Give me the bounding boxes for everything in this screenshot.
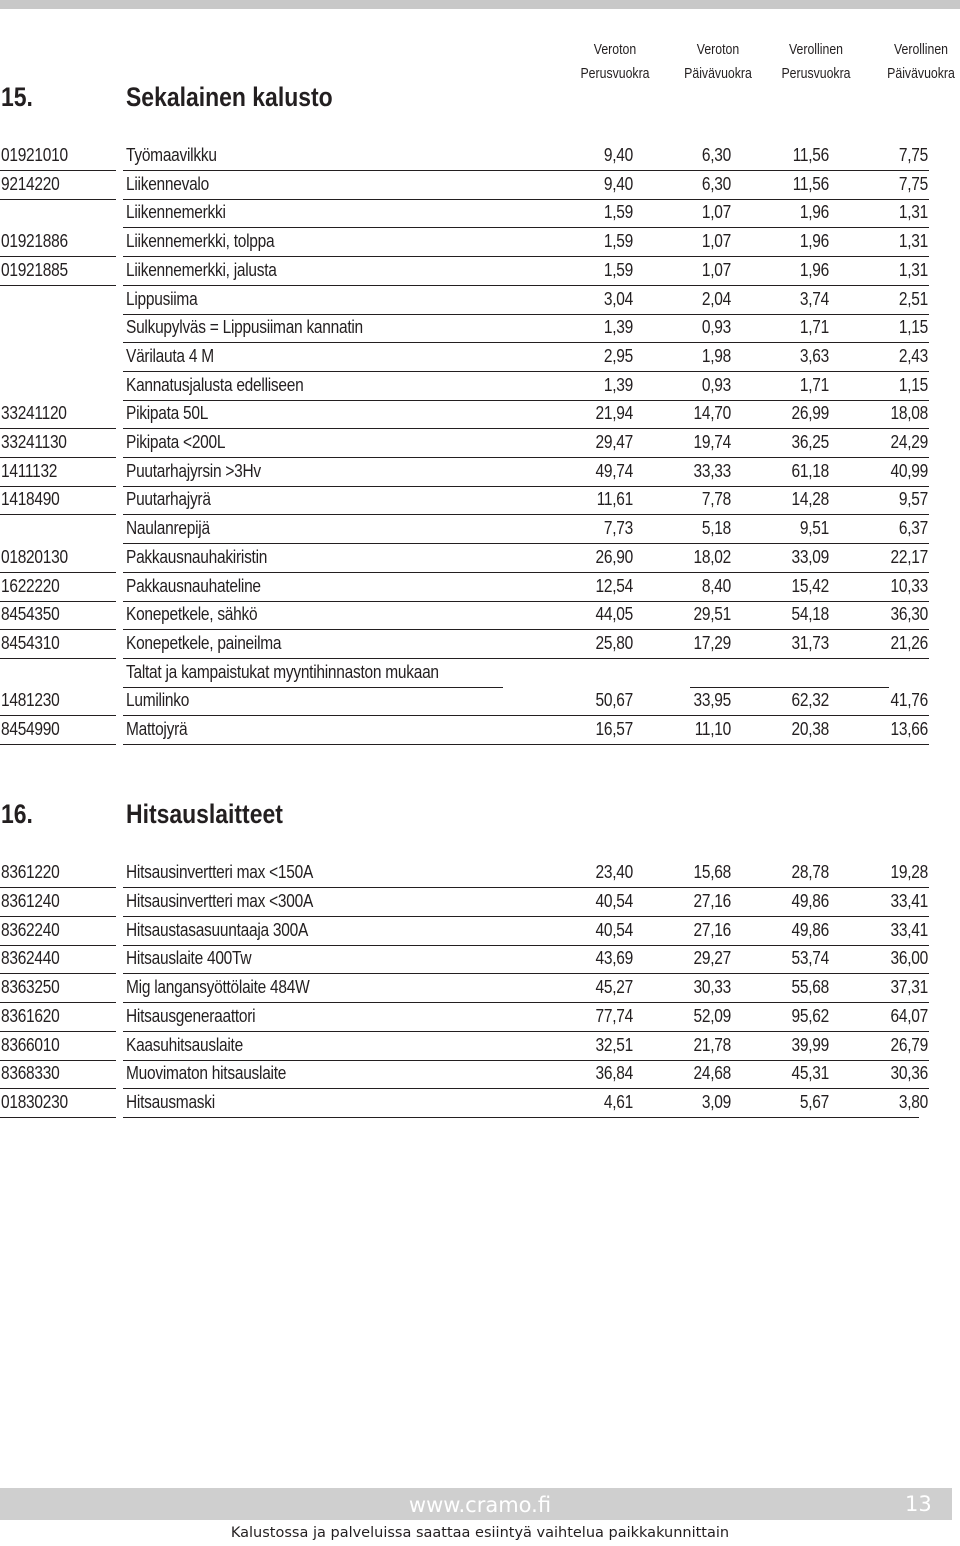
price-verollinen-perusvuokra: 1,71 — [799, 317, 829, 338]
item-code: 8454990 — [1, 719, 60, 739]
price-veroton-paivavuokra: 1,07 — [701, 259, 731, 280]
item-name: Hitsausinvertteri max <300A — [126, 890, 314, 911]
price-verollinen-paivavuokra: 33,41 — [890, 890, 928, 911]
item-name: Mattojyrä — [126, 719, 188, 739]
table-row — [0, 573, 960, 602]
item-name: Työmaavilkku — [126, 145, 217, 165]
table-row — [0, 458, 960, 487]
price-verollinen-paivavuokra: 19,28 — [890, 862, 928, 882]
price-verollinen-perusvuokra: 5,67 — [799, 1092, 829, 1112]
price-veroton-paivavuokra: 27,16 — [693, 890, 731, 911]
table-row — [0, 486, 960, 515]
price-veroton-perusvuokra: 25,80 — [595, 632, 633, 653]
section-number: 16. — [1, 799, 33, 829]
item-code: 1411132 — [1, 460, 58, 481]
price-veroton-paivavuokra: 17,29 — [693, 632, 731, 653]
footer-url: www.cramo.fi — [408, 1493, 552, 1517]
table-row — [0, 429, 960, 458]
table-row — [0, 859, 960, 888]
item-name: Kaasuhitsauslaite — [126, 1034, 243, 1055]
price-verollinen-perusvuokra: 49,86 — [791, 890, 829, 911]
price-verollinen-perusvuokra: 1,71 — [799, 374, 829, 395]
table-row — [0, 1003, 960, 1032]
table-row — [0, 1060, 960, 1089]
price-veroton-perusvuokra: 3,04 — [603, 288, 633, 309]
price-veroton-paivavuokra: 6,30 — [701, 173, 731, 194]
price-veroton-perusvuokra: 40,54 — [595, 919, 633, 940]
item-name: Pakkausnauhakiristin — [126, 546, 268, 567]
price-veroton-perusvuokra: 11,61 — [596, 489, 633, 510]
item-code: 8361240 — [1, 890, 60, 911]
item-name: Liikennemerkki, tolppa — [126, 231, 275, 252]
table-row — [0, 400, 960, 429]
price-veroton-perusvuokra: 2,95 — [603, 345, 633, 366]
price-veroton-perusvuokra: 26,90 — [595, 546, 633, 567]
price-verollinen-perusvuokra: 39,99 — [791, 1034, 829, 1055]
price-verollinen-paivavuokra: 40,99 — [890, 460, 928, 481]
price-verollinen-perusvuokra: 26,99 — [791, 403, 829, 424]
table-row — [0, 659, 960, 688]
price-verollinen-paivavuokra: 1,31 — [898, 259, 928, 280]
price-verollinen-paivavuokra: 3,80 — [898, 1092, 928, 1112]
row-rule — [0, 1117, 116, 1118]
section-title: Hitsauslaitteet — [126, 799, 283, 829]
price-verollinen-perusvuokra: 31,73 — [791, 632, 829, 653]
table-row — [0, 1089, 960, 1118]
price-veroton-perusvuokra: 32,51 — [595, 1034, 633, 1055]
item-name: Hitsausmaski — [126, 1092, 215, 1112]
col-header-line: Verollinen — [788, 41, 844, 58]
price-verollinen-paivavuokra: 36,30 — [890, 604, 928, 625]
col-header-line: Perusvuokra — [580, 65, 650, 82]
price-veroton-perusvuokra: 4,61 — [603, 1092, 633, 1112]
price-verollinen-perusvuokra: 54,18 — [791, 604, 829, 625]
price-verollinen-paivavuokra: 64,07 — [890, 1005, 928, 1026]
item-name: Puutarhajyrä — [126, 489, 211, 510]
item-name: Hitsaustasasuuntaaja 300A — [126, 919, 309, 940]
price-veroton-paivavuokra: 52,09 — [693, 1005, 731, 1026]
price-verollinen-paivavuokra: 22,17 — [890, 546, 928, 567]
row-rule — [123, 1117, 919, 1118]
item-name: Liikennevalo — [126, 173, 209, 194]
price-veroton-perusvuokra: 1,59 — [603, 231, 633, 252]
price-verollinen-perusvuokra: 20,38 — [791, 719, 829, 739]
price-veroton-paivavuokra: 29,27 — [693, 948, 731, 969]
col-header-veroton-perus — [566, 38, 664, 86]
item-name: Lumilinko — [126, 690, 190, 711]
table-row — [0, 888, 960, 917]
item-name: Hitsausinvertteri max <150A — [126, 862, 314, 882]
item-name: Konepetkele, paineilma — [126, 632, 282, 653]
item-name: Liikennemerkki — [126, 202, 226, 223]
price-verollinen-perusvuokra: 28,78 — [791, 862, 829, 882]
price-verollinen-paivavuokra: 9,57 — [898, 489, 928, 510]
price-veroton-paivavuokra: 33,33 — [693, 460, 731, 481]
item-code: 01820130 — [1, 546, 68, 567]
item-name: Pikipata <200L — [126, 432, 226, 452]
price-verollinen-perusvuokra: 62,32 — [791, 690, 829, 711]
price-veroton-paivavuokra: 2,04 — [701, 288, 731, 309]
item-name: Mig langansyöttölaite 484W — [126, 977, 310, 997]
price-verollinen-paivavuokra: 10,33 — [890, 575, 928, 596]
col-header-line: Veroton — [593, 41, 637, 58]
item-name: Sulkupylväs = Lippusiiman kannatin — [126, 317, 363, 338]
item-code: 01921885 — [1, 259, 68, 280]
item-name: Taltat ja kampaistukat myyntihinnaston mukaan — [126, 661, 439, 682]
price-veroton-perusvuokra: 1,59 — [603, 259, 633, 280]
price-verollinen-perusvuokra: 11,56 — [792, 173, 829, 194]
price-veroton-paivavuokra: 24,68 — [693, 1063, 731, 1084]
table-row — [0, 171, 960, 200]
item-code: 8366010 — [1, 1034, 60, 1055]
price-verollinen-perusvuokra: 36,25 — [791, 432, 829, 452]
price-verollinen-paivavuokra: 6,37 — [898, 518, 928, 539]
top-bar — [0, 0, 960, 9]
price-veroton-perusvuokra: 9,40 — [603, 145, 633, 165]
table-row — [0, 716, 960, 745]
price-verollinen-perusvuokra: 1,96 — [799, 202, 829, 223]
footer-note: Kalustossa ja palveluissa saattaa esiintyä vaihtelua paikkakunnittain — [230, 1525, 730, 1541]
price-veroton-paivavuokra: 18,02 — [693, 546, 731, 567]
col-header-verollinen-paiva — [872, 38, 960, 86]
price-veroton-paivavuokra: 6,30 — [701, 145, 731, 165]
item-code: 8362240 — [1, 919, 60, 940]
price-verollinen-paivavuokra: 37,31 — [890, 977, 928, 997]
item-code: 8361620 — [1, 1005, 60, 1026]
price-verollinen-perusvuokra: 61,18 — [791, 460, 829, 481]
table-row — [0, 1032, 960, 1061]
col-header-verollinen-perus — [767, 38, 865, 86]
page-number: 13 — [905, 1492, 932, 1516]
col-header-line: Verollinen — [893, 41, 949, 58]
table-row — [0, 199, 960, 228]
price-verollinen-perusvuokra: 45,31 — [791, 1063, 829, 1084]
price-veroton-perusvuokra: 9,40 — [603, 173, 633, 194]
table-row — [0, 257, 960, 286]
price-verollinen-paivavuokra: 1,15 — [898, 374, 928, 395]
price-veroton-paivavuokra: 1,07 — [701, 202, 731, 223]
price-veroton-paivavuokra: 30,33 — [693, 977, 731, 997]
table-row — [0, 945, 960, 974]
item-name: Naulanrepijä — [126, 518, 210, 539]
item-name: Hitsausgeneraattori — [126, 1005, 256, 1026]
price-verollinen-perusvuokra: 15,42 — [791, 575, 829, 596]
section-number: 15. — [1, 82, 33, 112]
price-verollinen-perusvuokra: 1,96 — [799, 259, 829, 280]
item-name: Konepetkele, sähkö — [126, 604, 258, 625]
item-code: 8454350 — [1, 604, 60, 625]
item-code: 9214220 — [1, 173, 60, 194]
table-row — [0, 372, 960, 401]
item-code: 8361220 — [1, 862, 60, 882]
item-name: Kannatusjalusta edelliseen — [126, 374, 304, 395]
price-verollinen-paivavuokra: 2,43 — [898, 345, 928, 366]
price-verollinen-perusvuokra: 9,51 — [799, 518, 829, 539]
price-veroton-paivavuokra: 33,95 — [693, 690, 731, 711]
item-code: 8368330 — [1, 1063, 60, 1084]
price-verollinen-paivavuokra: 2,51 — [898, 288, 928, 309]
table-row — [0, 974, 960, 1003]
price-veroton-paivavuokra: 5,18 — [701, 518, 731, 539]
table-row — [0, 515, 960, 544]
price-verollinen-paivavuokra: 1,31 — [898, 202, 928, 223]
price-verollinen-paivavuokra: 41,76 — [890, 690, 928, 711]
table-row — [0, 687, 960, 716]
price-verollinen-paivavuokra: 1,15 — [898, 317, 928, 338]
item-name: Pikipata 50L — [126, 403, 209, 424]
item-code: 01830230 — [1, 1092, 68, 1112]
price-verollinen-paivavuokra: 18,08 — [890, 403, 928, 424]
item-name: Muovimaton hitsauslaite — [126, 1063, 287, 1084]
price-veroton-perusvuokra: 77,74 — [595, 1005, 633, 1026]
table-row — [0, 228, 960, 257]
item-code: 01921886 — [1, 231, 68, 252]
item-name: Lippusiima — [126, 288, 198, 309]
row-rule — [123, 744, 929, 745]
price-veroton-paivavuokra: 19,74 — [693, 432, 731, 452]
price-veroton-paivavuokra: 1,07 — [701, 231, 731, 252]
price-veroton-paivavuokra: 29,51 — [693, 604, 731, 625]
price-veroton-paivavuokra: 0,93 — [701, 317, 731, 338]
price-verollinen-perusvuokra: 95,62 — [791, 1005, 829, 1026]
price-veroton-paivavuokra: 11,10 — [694, 719, 731, 739]
table-row — [0, 286, 960, 315]
price-verollinen-paivavuokra: 26,79 — [890, 1034, 928, 1055]
item-name: Pakkausnauhateline — [126, 575, 261, 596]
price-veroton-paivavuokra: 7,78 — [701, 489, 731, 510]
price-veroton-paivavuokra: 27,16 — [693, 919, 731, 940]
table-row — [0, 630, 960, 659]
price-veroton-perusvuokra: 12,54 — [595, 575, 633, 596]
price-veroton-perusvuokra: 40,54 — [595, 890, 633, 911]
price-veroton-perusvuokra: 49,74 — [595, 460, 633, 481]
item-code: 1622220 — [1, 575, 60, 596]
table-row — [0, 343, 960, 372]
item-code: 01921010 — [1, 145, 68, 165]
col-header-line: Perusvuokra — [781, 65, 851, 82]
price-verollinen-paivavuokra: 36,00 — [890, 948, 928, 969]
price-veroton-paivavuokra: 8,40 — [701, 575, 731, 596]
price-veroton-perusvuokra: 1,39 — [603, 374, 633, 395]
price-verollinen-perusvuokra: 49,86 — [791, 919, 829, 940]
price-verollinen-paivavuokra: 21,26 — [890, 632, 928, 653]
price-veroton-perusvuokra: 44,05 — [595, 604, 633, 625]
price-veroton-perusvuokra: 21,94 — [595, 403, 633, 424]
price-verollinen-paivavuokra: 1,31 — [898, 231, 928, 252]
item-code: 1481230 — [1, 690, 60, 711]
price-veroton-perusvuokra: 29,47 — [595, 432, 633, 452]
item-code: 33241130 — [1, 432, 67, 452]
price-verollinen-perusvuokra: 1,96 — [799, 231, 829, 252]
price-verollinen-paivavuokra: 30,36 — [890, 1063, 928, 1084]
table-row — [0, 142, 960, 171]
price-veroton-paivavuokra: 3,09 — [701, 1092, 731, 1112]
price-veroton-paivavuokra: 15,68 — [693, 862, 731, 882]
price-verollinen-paivavuokra: 33,41 — [890, 919, 928, 940]
item-name: Liikennemerkki, jalusta — [126, 259, 277, 280]
item-code: 33241120 — [1, 403, 67, 424]
item-name: Värilauta 4 M — [126, 345, 214, 366]
col-header-veroton-paiva — [669, 38, 767, 86]
col-header-line: Päivävuokra — [684, 65, 752, 82]
price-verollinen-paivavuokra: 24,29 — [890, 432, 928, 452]
price-veroton-perusvuokra: 45,27 — [595, 977, 633, 997]
table-row — [0, 314, 960, 343]
price-verollinen-perusvuokra: 3,74 — [799, 288, 829, 309]
price-verollinen-paivavuokra: 13,66 — [890, 719, 928, 739]
price-verollinen-perusvuokra: 14,28 — [791, 489, 829, 510]
price-verollinen-perusvuokra: 55,68 — [791, 977, 829, 997]
table-row — [0, 601, 960, 630]
price-veroton-paivavuokra: 1,98 — [701, 345, 731, 366]
item-code: 8362440 — [1, 948, 60, 969]
price-verollinen-perusvuokra: 11,56 — [792, 145, 829, 165]
price-veroton-perusvuokra: 43,69 — [595, 948, 633, 969]
item-name: Puutarhajyrsin >3Hv — [126, 460, 261, 481]
price-veroton-perusvuokra: 50,67 — [595, 690, 633, 711]
price-veroton-paivavuokra: 21,78 — [693, 1034, 731, 1055]
col-header-line: Veroton — [696, 41, 740, 58]
col-header-line: Päivävuokra — [887, 65, 955, 82]
price-verollinen-paivavuokra: 7,75 — [898, 145, 928, 165]
price-verollinen-paivavuokra: 7,75 — [898, 173, 928, 194]
section-title: Sekalainen kalusto — [126, 82, 333, 112]
price-veroton-perusvuokra: 1,59 — [603, 202, 633, 223]
item-name: Hitsauslaite 400Tw — [126, 948, 252, 969]
table-row — [0, 544, 960, 573]
row-rule — [0, 744, 116, 745]
price-verollinen-perusvuokra: 33,09 — [791, 546, 829, 567]
price-veroton-perusvuokra: 7,73 — [603, 518, 633, 539]
table-row — [0, 917, 960, 946]
price-verollinen-perusvuokra: 3,63 — [799, 345, 829, 366]
item-code: 1418490 — [1, 489, 60, 510]
price-veroton-perusvuokra: 36,84 — [595, 1063, 633, 1084]
price-veroton-perusvuokra: 23,40 — [595, 862, 633, 882]
price-veroton-perusvuokra: 16,57 — [595, 719, 633, 739]
item-code: 8454310 — [1, 632, 60, 653]
price-verollinen-perusvuokra: 53,74 — [791, 948, 829, 969]
price-veroton-paivavuokra: 0,93 — [701, 374, 731, 395]
price-veroton-perusvuokra: 1,39 — [603, 317, 633, 338]
item-code: 8363250 — [1, 977, 60, 997]
price-veroton-paivavuokra: 14,70 — [693, 403, 731, 424]
